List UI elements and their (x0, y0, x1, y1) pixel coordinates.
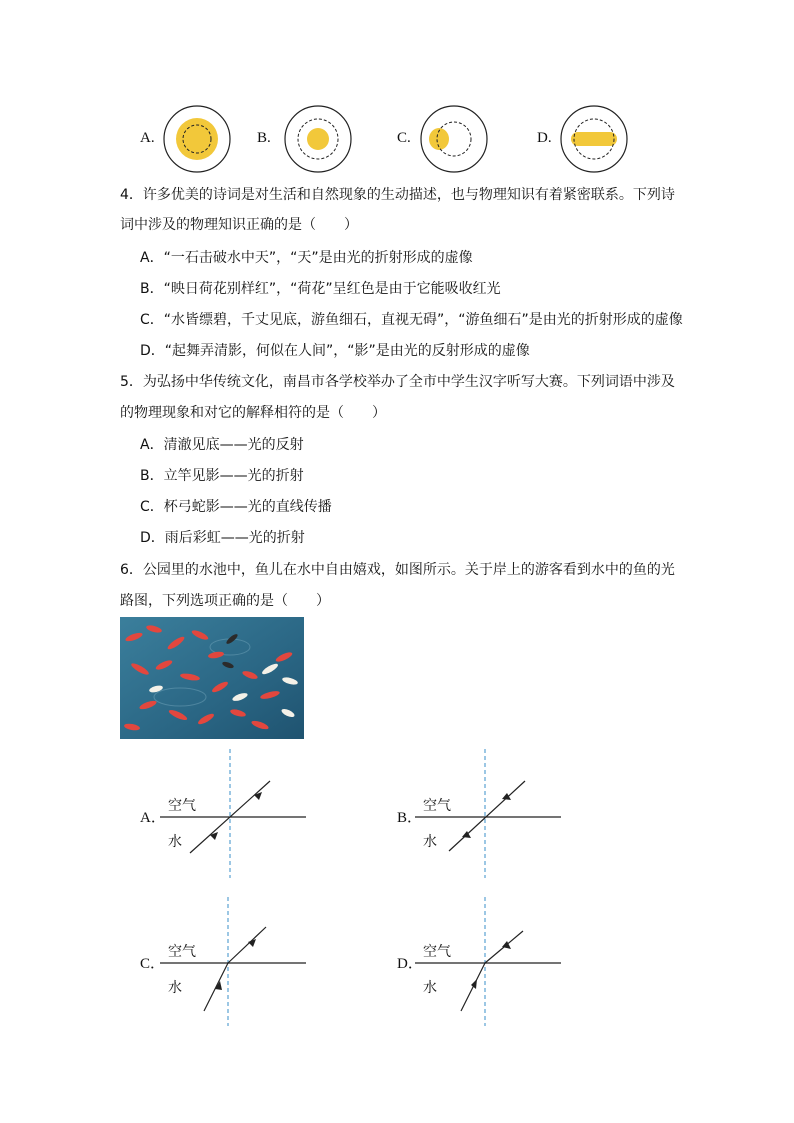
q6-option-a-diagram (160, 745, 310, 880)
q3-option-c-diagram (419, 104, 489, 174)
q4-option-b: B．“映日荷花别样红”，“荷花”呈红色是由于它能吸收红光 (140, 281, 501, 297)
water-label: 水 (423, 834, 437, 850)
q6-option-c-diagram (160, 893, 310, 1028)
q4-option-a: A．“一石击破水中天”，“天”是由光的折射形成的虚像 (140, 250, 473, 266)
q4-question-line-1: 4．许多优美的诗词是对生活和自然现象的生动描述，也与物理知识有着紧密联系。下列诗 (120, 187, 675, 203)
q6-option-d-label: D． (397, 956, 423, 972)
q3-option-d-label: D. (537, 130, 552, 146)
q3-option-b-label: B. (257, 130, 271, 146)
q5-question-line-2: 的物理现象和对它的解释相符的是（ ） (120, 405, 386, 421)
q6-option-a-label: A． (140, 810, 166, 826)
q4-option-c: C．“水皆缥碧，千丈见底，游鱼细石，直视无碍”，“游鱼细石”是由光的折射形成的虚像 (140, 312, 683, 328)
air-label: 空气 (168, 944, 196, 960)
q5-option-b: B．立竿见影——光的折射 (140, 468, 304, 484)
q3-option-c-label: C. (397, 130, 411, 146)
air-label: 空气 (168, 798, 196, 814)
q5-question-line-1: 5．为弘扬中华传统文化，南昌市各学校举办了全市中学生汉字听写大赛。下列词语中涉及 (120, 374, 675, 390)
q4-option-d: D．“起舞弄清影，何似在人间”，“影”是由光的反射形成的虚像 (140, 343, 530, 359)
q6-option-b-diagram (415, 745, 565, 880)
q5-option-d: D．雨后彩虹——光的折射 (140, 530, 305, 546)
water-label: 水 (423, 980, 437, 996)
q6-option-d-diagram (415, 893, 565, 1028)
q6-question-line-2: 路图，下列选项正确的是（ ） (120, 593, 330, 609)
q6-question-line-1: 6．公园里的水池中，鱼儿在水中自由嬉戏，如图所示。关于岸上的游客看到水中的鱼的光 (120, 562, 675, 578)
air-label: 空气 (423, 798, 451, 814)
q3-option-a-diagram (162, 104, 232, 174)
water-label: 水 (168, 980, 182, 996)
q3-option-b-diagram (283, 104, 353, 174)
q3-option-d-diagram (559, 104, 629, 174)
air-label: 空气 (423, 944, 451, 960)
q4-question-line-2: 词中涉及的物理知识正确的是（ ） (120, 217, 358, 233)
q3-option-a-label: A. (140, 130, 155, 146)
q5-option-a: A．清澈见底——光的反射 (140, 437, 304, 453)
q6-option-b-label: B． (397, 810, 423, 826)
q5-option-c: C．杯弓蛇影——光的直线传播 (140, 499, 332, 515)
water-label: 水 (168, 834, 182, 850)
q6-option-c-label: C． (140, 956, 166, 972)
koi-pond-photo (120, 617, 304, 739)
